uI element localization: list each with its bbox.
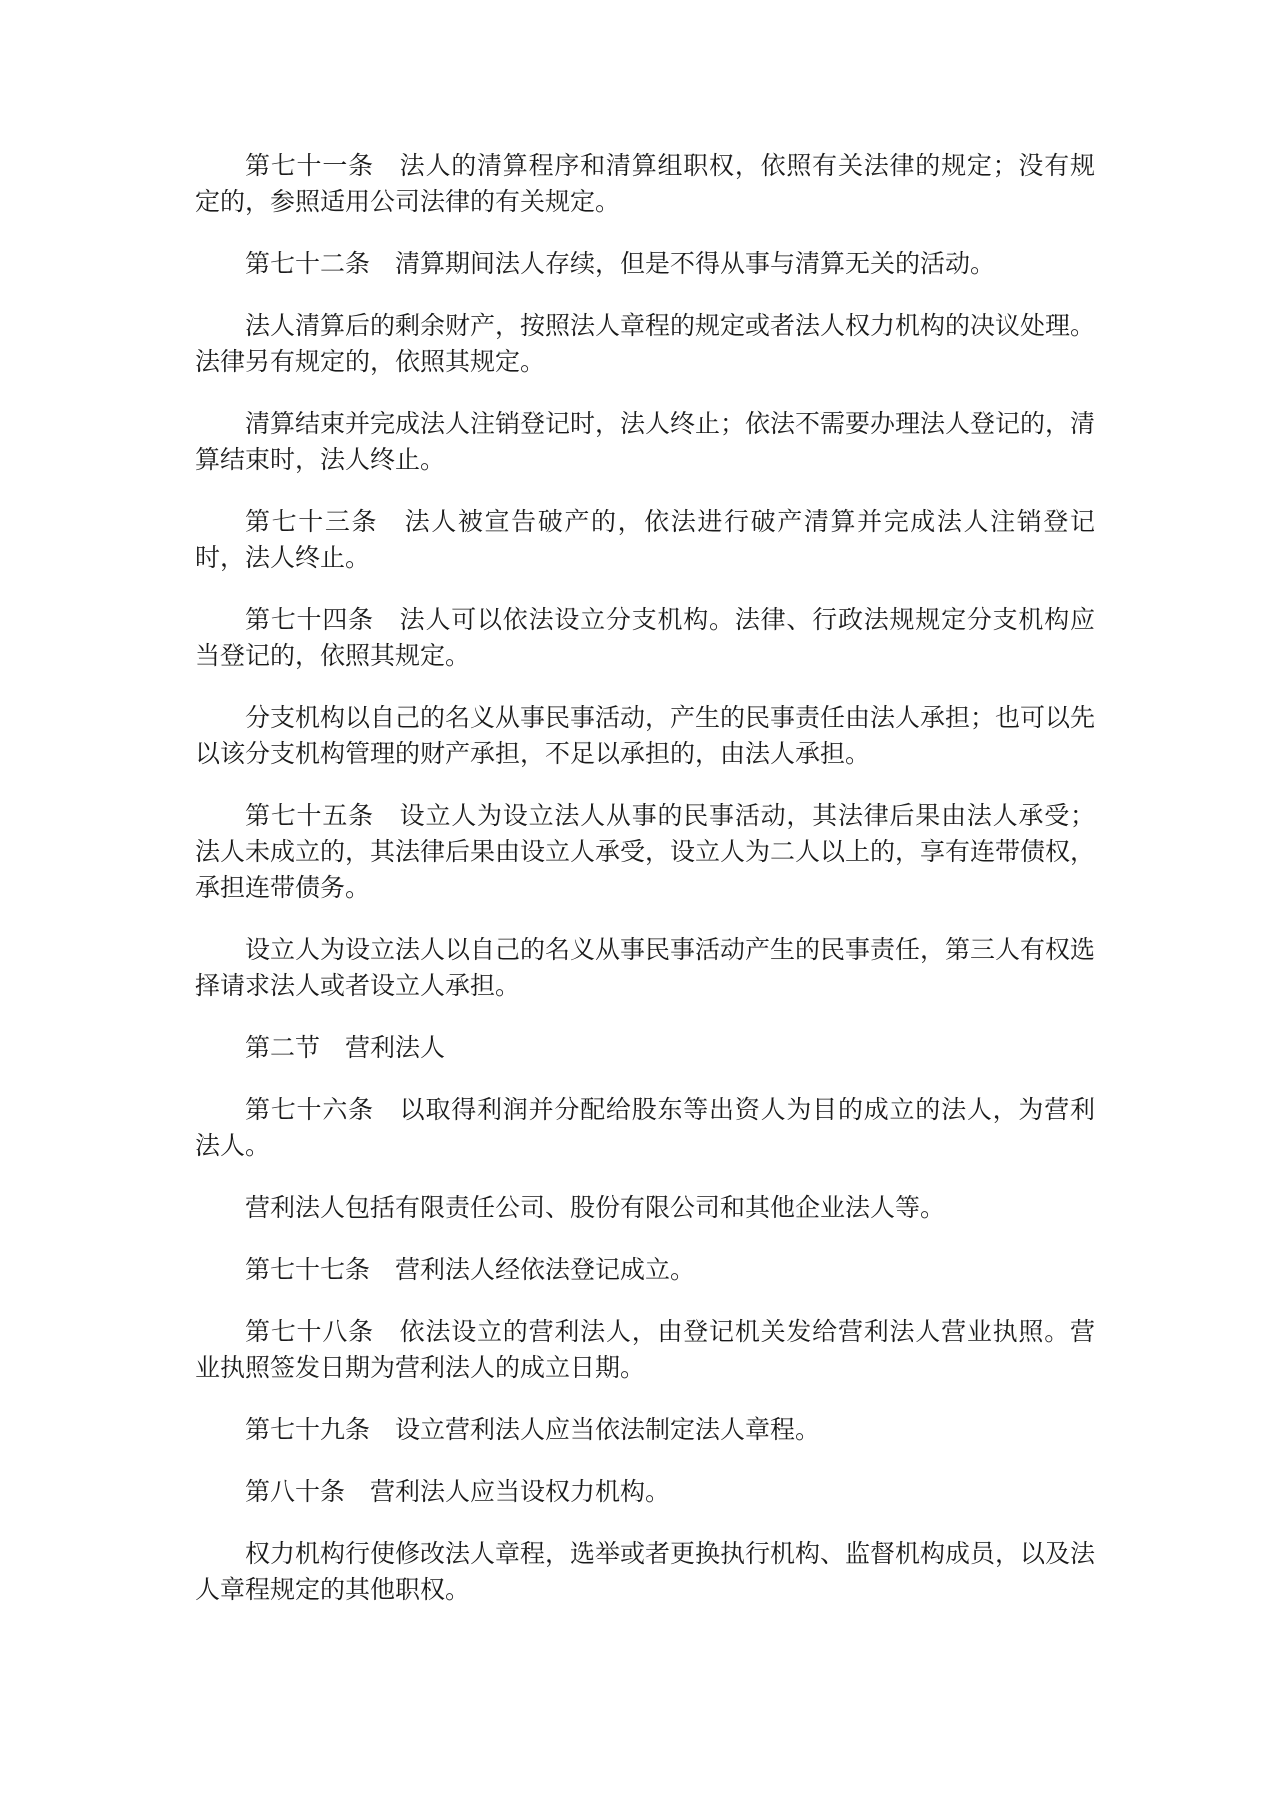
article-label: 第七十三条 xyxy=(245,507,379,536)
section-title: 营利法人 xyxy=(345,1033,446,1062)
paragraph-text: 权力机构行使修改法人章程，选举或者更换执行机构、监督机构成员，以及法人章程规定的其他职权。 xyxy=(195,1539,1096,1604)
article-text: 设立营利法人应当依法制定法人章程。 xyxy=(395,1415,821,1444)
document-body xyxy=(195,148,1095,1634)
article-text: 依法设立的营利法人，由登记机关发给营利法人营业执照。营业执照签发日期为营利法人的成立日期。 xyxy=(195,1317,1095,1382)
article-text: 法人可以依法设立分支机构。法律、行政法规规定分支机构应当登记的，依照其规定。 xyxy=(195,605,1095,670)
paragraph-text: 清算结束并完成法人注销登记时，法人终止；依法不需要办理法人登记的，清算结束时，法人终止。 xyxy=(195,409,1096,474)
article-label: 第七十八条 xyxy=(245,1317,374,1346)
article-label: 第七十六条 xyxy=(245,1095,374,1124)
article-label: 第七十九条 xyxy=(245,1415,371,1444)
paragraph-text: 营利法人包括有限责任公司、股份有限公司和其他企业法人等。 xyxy=(245,1193,946,1222)
article-label: 第七十七条 xyxy=(245,1255,371,1284)
paragraph-text: 分支机构以自己的名义从事民事活动，产生的民事责任由法人承担；也可以先以该分支机构管理的财产承担，不足以承担的，由法人承担。 xyxy=(195,703,1096,768)
article-80-para-2 xyxy=(195,1536,1095,1608)
article-75-para-2 xyxy=(195,932,1095,1004)
article-text: 营利法人经依法登记成立。 xyxy=(395,1255,696,1284)
article-76 xyxy=(195,1092,1095,1164)
article-74 xyxy=(195,602,1095,674)
article-72-para-2 xyxy=(195,308,1095,380)
article-label: 第七十二条 xyxy=(245,249,371,278)
section-heading xyxy=(195,1030,1095,1066)
article-72-para-3 xyxy=(195,406,1095,478)
article-text: 设立人为设立法人从事的民事活动，其法律后果由法人承受；法人未成立的，其法律后果由设立人承受，设立人为二人以上的，享有连带债权，承担连带债务。 xyxy=(195,801,1096,902)
article-76-para-2 xyxy=(195,1190,1095,1226)
article-text: 法人的清算程序和清算组职权，依照有关法律的规定；没有规定的，参照适用公司法律的有关规定。 xyxy=(195,151,1095,216)
article-72 xyxy=(195,246,1095,282)
article-75 xyxy=(195,798,1095,906)
article-71 xyxy=(195,148,1095,220)
article-80 xyxy=(195,1474,1095,1510)
article-text: 营利法人应当设权力机构。 xyxy=(370,1477,671,1506)
section-label: 第二节 xyxy=(245,1033,321,1062)
article-text: 以取得利润并分配给股东等出资人为目的成立的法人，为营利法人。 xyxy=(195,1095,1095,1160)
article-label: 第七十四条 xyxy=(245,605,374,634)
paragraph-text: 设立人为设立法人以自己的名义从事民事活动产生的民事责任，第三人有权选择请求法人或者设立人承担。 xyxy=(195,935,1096,1000)
article-78 xyxy=(195,1314,1095,1386)
article-73 xyxy=(195,504,1095,576)
article-label: 第八十条 xyxy=(245,1477,346,1506)
article-text: 法人被宣告破产的，依法进行破产清算并完成法人注销登记时，法人终止。 xyxy=(195,507,1095,572)
article-text: 清算期间法人存续，但是不得从事与清算无关的活动。 xyxy=(395,249,996,278)
article-74-para-2 xyxy=(195,700,1095,772)
article-79 xyxy=(195,1412,1095,1448)
article-label: 第七十一条 xyxy=(245,151,374,180)
paragraph-text: 法人清算后的剩余财产，按照法人章程的规定或者法人权力机构的决议处理。法律另有规定的，依照其规定。 xyxy=(195,311,1096,376)
article-77 xyxy=(195,1252,1095,1288)
article-label: 第七十五条 xyxy=(245,801,374,830)
